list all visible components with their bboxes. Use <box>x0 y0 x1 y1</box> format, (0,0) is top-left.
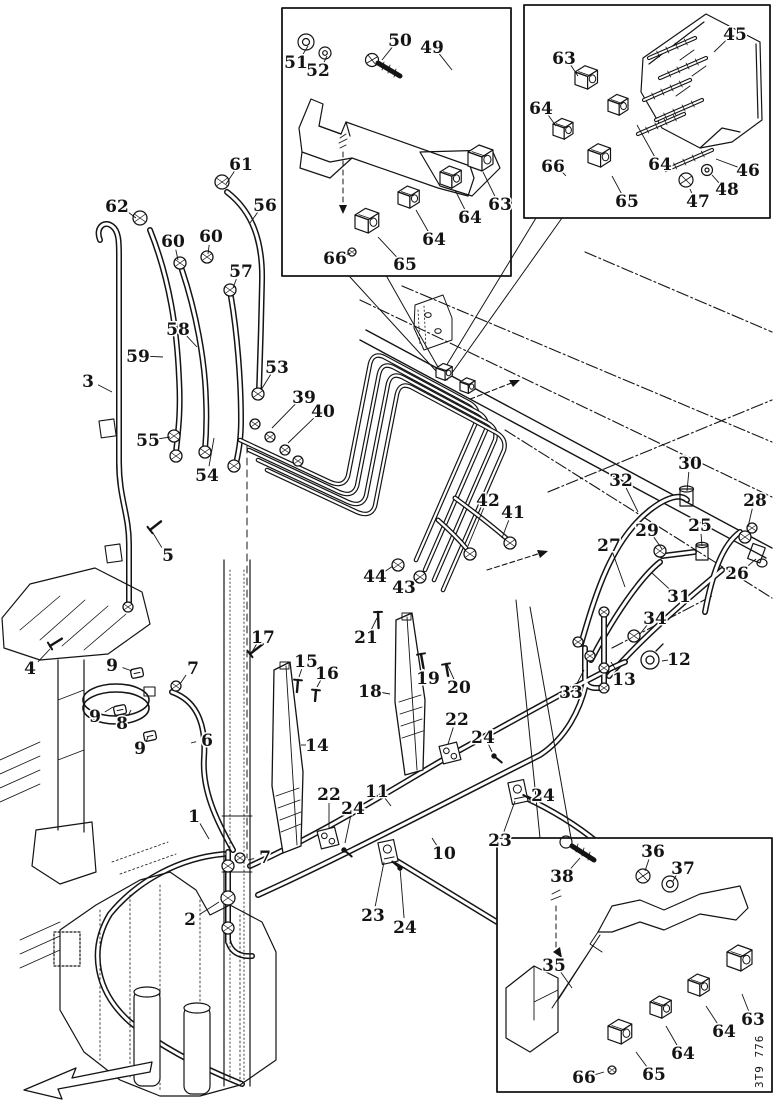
callout-59-34: 59 <box>126 347 150 367</box>
callout-24-74: 24 <box>471 728 495 748</box>
clamp-23 <box>508 780 528 805</box>
callout-23-81: 23 <box>361 906 385 926</box>
callout-46-16: 46 <box>736 161 760 181</box>
callout-10-78: 10 <box>432 844 456 864</box>
clamp-22-body <box>439 742 461 764</box>
callout-21-72: 21 <box>354 628 378 648</box>
callout-55-36: 55 <box>136 431 160 451</box>
clamp-12 <box>641 644 663 669</box>
callout-36-19: 36 <box>641 842 665 862</box>
callout-63-4: 63 <box>488 195 512 215</box>
callout-13-56: 13 <box>612 670 636 690</box>
callout-64-6: 64 <box>422 230 446 250</box>
callout-15-66: 15 <box>294 652 318 672</box>
screw-head <box>442 663 450 664</box>
callout-63-22: 63 <box>741 1010 765 1030</box>
callout-leader-9-61 <box>105 707 113 712</box>
callout-leader-18-69 <box>381 692 390 694</box>
cooler-bar-14 <box>272 662 303 853</box>
callout-64-24: 64 <box>671 1044 695 1064</box>
callout-22-73: 22 <box>445 710 469 730</box>
callout-leader-32-46 <box>626 488 638 512</box>
callout-11-77: 11 <box>365 782 389 802</box>
callout-24-82: 24 <box>393 918 417 938</box>
bolt-24-head <box>492 754 496 758</box>
callout-leader-30-47 <box>687 472 689 491</box>
callout-16-67: 16 <box>315 664 339 684</box>
callout-6-64: 6 <box>201 731 213 751</box>
callout-26-53: 26 <box>725 564 749 584</box>
callout-9-63: 9 <box>134 739 146 759</box>
callout-12-55: 12 <box>667 650 691 670</box>
clamp-22 <box>439 742 461 764</box>
callout-19-70: 19 <box>416 669 440 689</box>
callout-63-9: 63 <box>552 49 576 69</box>
callout-41-43: 41 <box>501 503 525 523</box>
callout-62-28: 62 <box>105 197 129 217</box>
callout-60-30: 60 <box>199 227 223 247</box>
callout-38-18: 38 <box>550 867 574 887</box>
callout-42-42: 42 <box>476 491 500 511</box>
callout-66-11: 66 <box>541 157 565 177</box>
callout-leader-23-81 <box>375 862 384 906</box>
callout-60-29: 60 <box>161 232 185 252</box>
engine-block <box>54 842 276 1096</box>
callout-leader-6-64 <box>191 742 196 743</box>
callout-2-84: 2 <box>184 910 196 930</box>
callout-22-75: 22 <box>317 785 341 805</box>
screw-shaft <box>378 612 379 628</box>
callout-37-20: 37 <box>671 859 695 879</box>
callout-24-76: 24 <box>341 799 365 819</box>
callout-leader-7-85 <box>248 859 254 860</box>
callout-56-31: 56 <box>253 196 277 216</box>
callout-35-21: 35 <box>542 956 566 976</box>
callout-58-33: 58 <box>166 320 190 340</box>
callout-45-17: 45 <box>723 25 747 45</box>
callout-1-83: 1 <box>188 807 200 827</box>
callout-leader-23-79 <box>504 801 515 832</box>
callout-7-85: 7 <box>259 848 271 868</box>
callout-65-12: 65 <box>615 192 639 212</box>
callout-leader-59-34 <box>149 356 163 357</box>
screw-shaft <box>315 690 316 701</box>
callout-leader-1-83 <box>200 824 209 839</box>
callout-64-13: 64 <box>648 155 672 175</box>
callout-28-50: 28 <box>743 491 767 511</box>
cooler-bar-18 <box>395 613 425 775</box>
clamp-23-body <box>508 780 528 805</box>
callout-9-59: 9 <box>106 656 118 676</box>
screw-shaft <box>50 639 62 646</box>
callout-48-15: 48 <box>715 180 739 200</box>
callout-3-35: 3 <box>82 372 94 392</box>
callout-4-58: 4 <box>24 659 36 679</box>
callout-66-8: 66 <box>323 249 347 269</box>
callout-29-48: 29 <box>635 521 659 541</box>
callout-32-46: 32 <box>609 471 633 491</box>
callout-47-14: 47 <box>686 192 710 212</box>
clamp-22-body <box>317 827 339 849</box>
callout-40-40: 40 <box>311 402 335 422</box>
callout-66-26: 66 <box>572 1068 596 1088</box>
clamp-22 <box>317 827 339 849</box>
screw-shaft <box>150 521 161 530</box>
callout-64-23: 64 <box>712 1022 736 1042</box>
callout-49-3: 49 <box>420 38 444 58</box>
callout-leader-7-60 <box>180 675 186 684</box>
callout-25-49: 25 <box>688 516 712 536</box>
callout-18-69: 18 <box>358 682 382 702</box>
callout-20-71: 20 <box>447 678 471 698</box>
callout-24-80: 24 <box>531 786 555 806</box>
callout-39-39: 39 <box>292 388 316 408</box>
clamp-23 <box>378 840 398 865</box>
callout-30-47: 30 <box>678 454 702 474</box>
callout-27-51: 27 <box>597 536 621 556</box>
callout-5-41: 5 <box>162 546 174 566</box>
callout-64-5: 64 <box>458 208 482 228</box>
callout-leader-9-59 <box>123 668 132 671</box>
direction-arrow <box>24 1062 152 1099</box>
callout-43-45: 43 <box>392 578 416 598</box>
callout-65-7: 65 <box>393 255 417 275</box>
callout-57-32: 57 <box>229 262 253 282</box>
callout-53-38: 53 <box>265 358 289 378</box>
screw-head <box>294 680 302 681</box>
callout-17-65: 17 <box>251 628 275 648</box>
stand-pipe-3 <box>99 224 129 602</box>
callout-leader-5-41 <box>153 533 162 548</box>
bolt-24-head <box>342 848 346 852</box>
callout-52-1: 52 <box>306 61 330 81</box>
figure-code: 3T9 776 <box>753 1034 766 1088</box>
callout-leader-24-82 <box>400 868 404 918</box>
callout-23-79: 23 <box>488 831 512 851</box>
callout-leader-27-51 <box>613 553 625 587</box>
callout-44-44: 44 <box>363 567 387 587</box>
callout-8-62: 8 <box>116 714 128 734</box>
callout-61-27: 61 <box>229 155 253 175</box>
callout-33-57: 33 <box>559 683 583 703</box>
screw-shaft <box>297 680 298 692</box>
callout-7-60: 7 <box>187 659 199 679</box>
callout-51-0: 51 <box>284 53 308 73</box>
callout-64-10: 64 <box>529 99 553 119</box>
screw-head <box>312 690 320 691</box>
callout-31-52: 31 <box>667 587 691 607</box>
callout-34-54: 34 <box>643 609 667 629</box>
callout-50-2: 50 <box>388 31 412 51</box>
callout-14-68: 14 <box>305 736 329 756</box>
callout-65-25: 65 <box>642 1065 666 1085</box>
callout-leader-24-76 <box>345 817 351 843</box>
callout-leader-3-35 <box>98 385 112 392</box>
callout-54-37: 54 <box>195 466 219 486</box>
inset-boxes <box>282 5 772 1092</box>
frame-bracket-plate <box>414 295 452 350</box>
callout-9-61: 9 <box>89 707 101 727</box>
screw-head <box>417 653 425 654</box>
clamp-23-body <box>378 840 398 865</box>
